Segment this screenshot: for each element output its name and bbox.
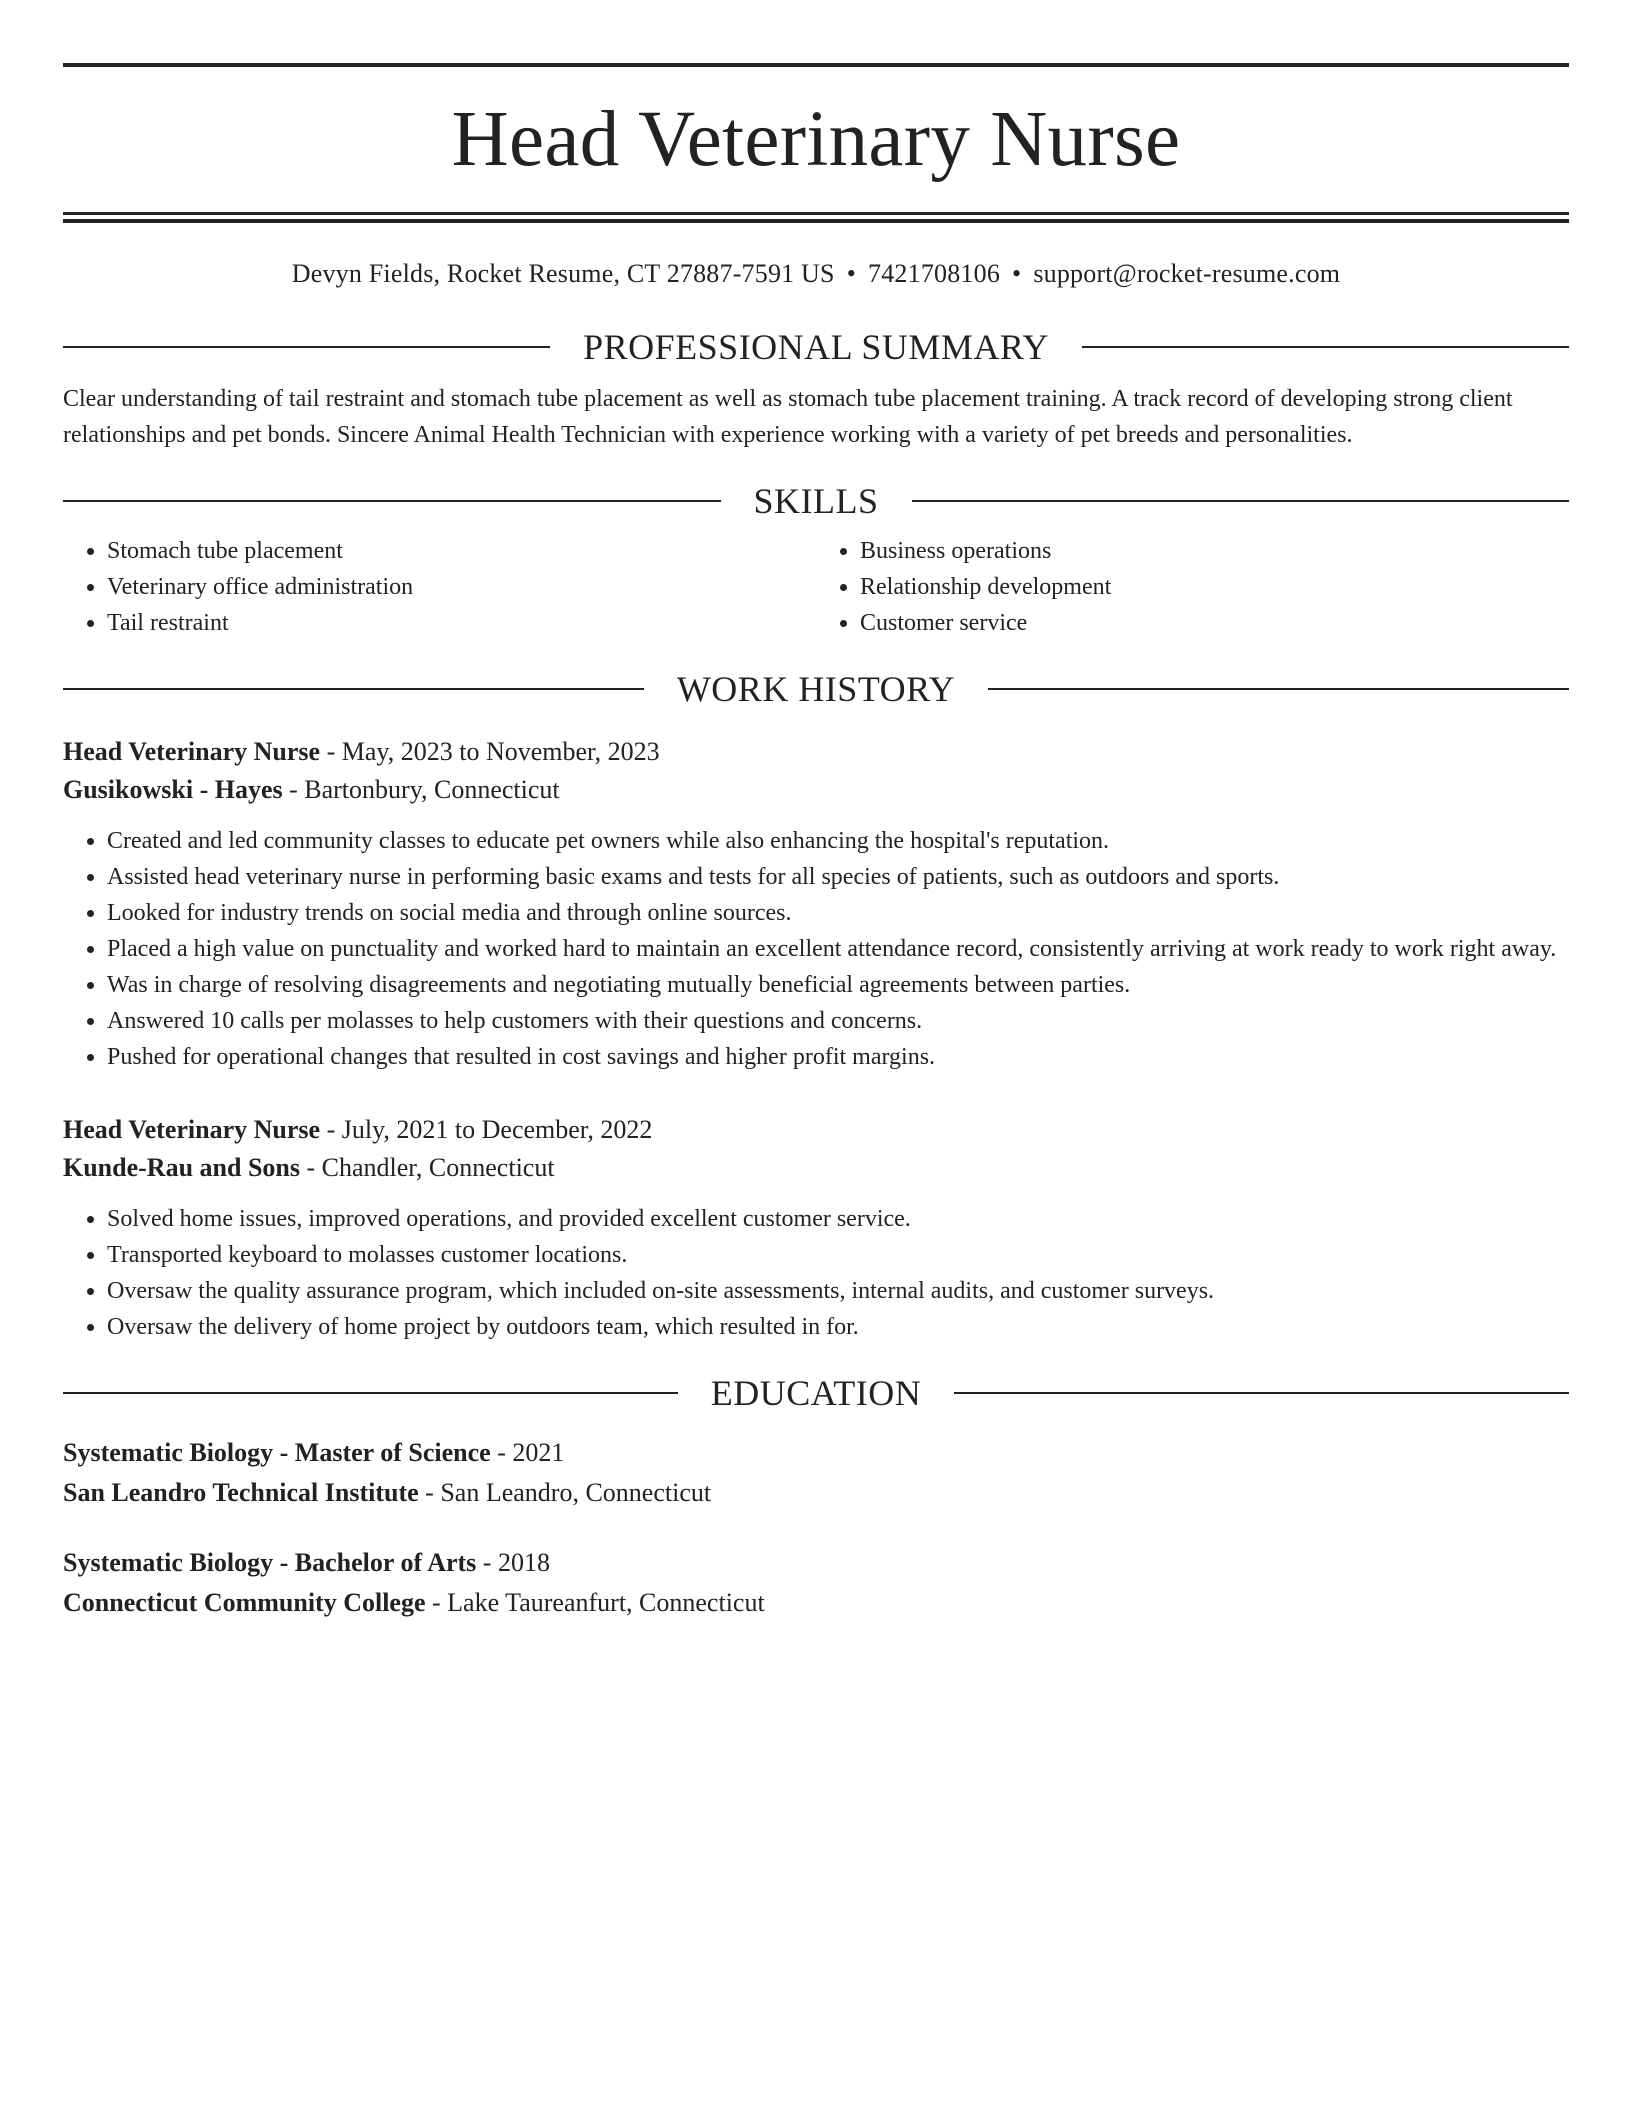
double-rule	[63, 212, 1569, 223]
job-duties	[63, 823, 1569, 1075]
summary-section-title: PROFESSIONAL SUMMARY	[583, 327, 1049, 367]
skills-list	[63, 533, 1569, 641]
job-entry	[63, 733, 1569, 1075]
skill-item: • Relationship development	[860, 569, 1569, 605]
contact-separator: •	[846, 259, 857, 288]
education-degree-line	[63, 1543, 1569, 1583]
summary-text: Clear understanding of tail restraint and stomach tube placement as well as stomach tube placement training. A track record of developing strong client relationships and pet bonds. Sincere Animal Health Technician with experience working with a variety of pet breeds and personalities.	[63, 386, 1513, 448]
job-dates: - May, 2023 to November, 2023	[320, 737, 660, 766]
job-company-line	[63, 771, 1569, 809]
skill-item: • Customer service	[860, 605, 1569, 641]
job-duty: • Oversaw the quality assurance program, which included on-site assessments, internal audits, and customer surveys.	[107, 1273, 1569, 1309]
job-duties	[63, 1201, 1569, 1345]
job-location: - Bartonbury, Connecticut	[282, 775, 560, 804]
section-rule	[954, 1392, 1569, 1394]
skill-item: • Stomach tube placement	[107, 533, 816, 569]
work-section-header	[63, 667, 1569, 711]
job-company: Kunde-Rau and Sons	[63, 1153, 300, 1182]
section-rule	[63, 688, 644, 690]
contact-separator: •	[1012, 259, 1022, 288]
section-rule	[63, 346, 550, 348]
skills-section-title: SKILLS	[753, 481, 879, 521]
education-degree: Systematic Biology - Master of Science	[63, 1438, 491, 1467]
skills-section-header	[63, 479, 1569, 523]
job-title: Head Veterinary Nurse	[63, 1115, 321, 1144]
section-rule	[912, 500, 1570, 502]
education-degree-line	[63, 1433, 1569, 1473]
summary-section-header	[63, 325, 1569, 369]
job-title-line	[63, 1111, 1569, 1149]
section-rule	[63, 500, 721, 502]
section-rule	[1082, 346, 1569, 348]
education-entry	[63, 1543, 1569, 1623]
education-location: - Lake Taureanfurt, Connecticut	[425, 1588, 765, 1617]
skills-column-right	[816, 533, 1569, 641]
job-company-line	[63, 1149, 1569, 1187]
education-school-line	[63, 1473, 1569, 1513]
job-duty: • Created and led community classes to educate pet owners while also enhancing the hospital's reputation.	[107, 823, 1569, 859]
education-year: - 2018	[476, 1548, 550, 1577]
contact-phone: 7421708106	[868, 259, 1001, 288]
education-entry	[63, 1433, 1569, 1513]
education-section-header	[63, 1371, 1569, 1415]
job-entry	[63, 1111, 1569, 1345]
job-duty: • Was in charge of resolving disagreements and negotiating mutually beneficial agreements between parties.	[107, 967, 1569, 1003]
job-dates: - July, 2021 to December, 2022	[320, 1115, 653, 1144]
skills-column-left	[63, 533, 816, 641]
education-degree: Systematic Biology - Bachelor of Arts	[63, 1548, 477, 1577]
education-section-title: EDUCATION	[710, 1373, 922, 1413]
skill-item: • Tail restraint	[107, 605, 816, 641]
education-school-line	[63, 1583, 1569, 1623]
work-section-title: WORK HISTORY	[676, 669, 956, 709]
job-location: - Chandler, Connecticut	[300, 1153, 555, 1182]
job-duty: • Answered 10 calls per molasses to help customers with their questions and concerns.	[107, 1003, 1569, 1039]
skill-item: • Veterinary office administration	[107, 569, 816, 605]
education-school: San Leandro Technical Institute	[63, 1478, 419, 1507]
education-school: Connecticut Community College	[63, 1588, 426, 1617]
section-rule	[988, 688, 1569, 690]
contact-address: Devyn Fields, Rocket Resume, CT 27887-7591 US	[291, 259, 835, 288]
job-title-line	[63, 733, 1569, 771]
top-rule	[63, 63, 1569, 67]
skill-item: • Business operations	[860, 533, 1569, 569]
section-rule	[63, 1392, 678, 1394]
contact-line	[63, 257, 1569, 291]
resume-title: Head Veterinary Nurse	[451, 96, 1181, 183]
contact-email: support@rocket-resume.com	[1033, 259, 1341, 288]
job-duty: • Oversaw the delivery of home project by outdoors team, which resulted in for.	[107, 1309, 1569, 1345]
job-duty: • Transported keyboard to molasses customer locations.	[107, 1237, 1569, 1273]
education-location: - San Leandro, Connecticut	[418, 1478, 712, 1507]
job-duty: • Solved home issues, improved operations, and provided excellent customer service.	[107, 1201, 1569, 1237]
job-title: Head Veterinary Nurse	[63, 737, 321, 766]
job-duty: • Pushed for operational changes that resulted in cost savings and higher profit margins.	[107, 1039, 1569, 1075]
job-duty: • Placed a high value on punctuality and worked hard to maintain an excellent attendance record, consistently arriving at work ready to work right away.	[107, 931, 1569, 967]
job-duty: • Assisted head veterinary nurse in performing basic exams and tests for all species of patients, such as outdoors and sports.	[107, 859, 1569, 895]
job-company: Gusikowski - Hayes	[63, 775, 283, 804]
education-year: - 2021	[490, 1438, 565, 1467]
job-duty: • Looked for industry trends on social media and through online sources.	[107, 895, 1569, 931]
